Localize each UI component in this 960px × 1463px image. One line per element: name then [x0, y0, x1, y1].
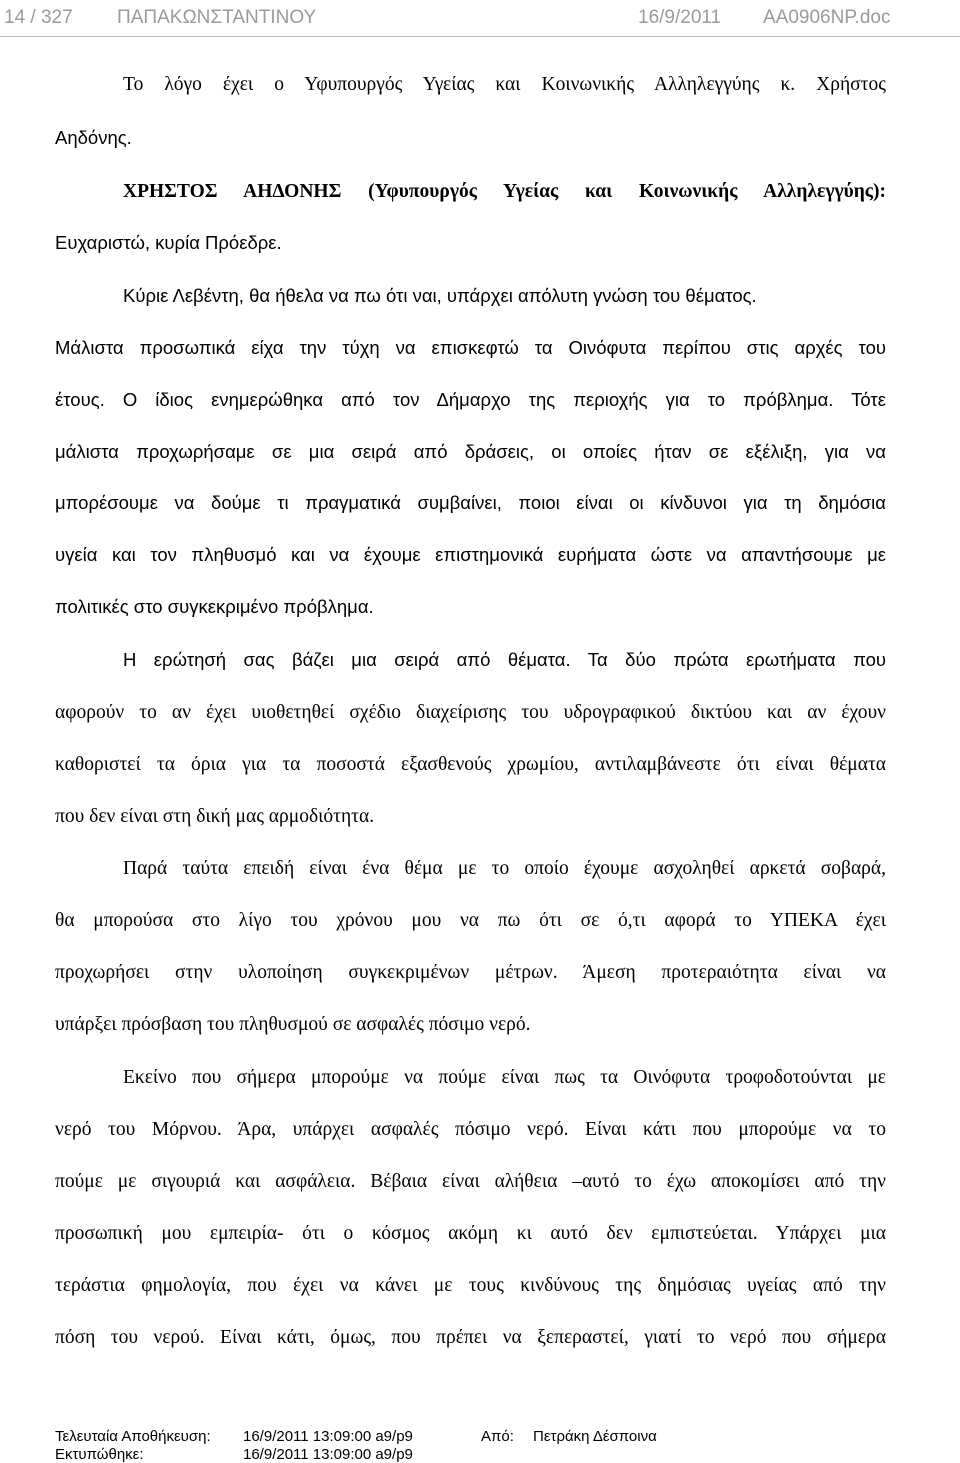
text-line: Μάλιστα προσωπικά είχα την τύχη να επισκεφτώ τα Οινόφυτα περίπου στις αρχές του — [55, 337, 886, 358]
text-line: που δεν είναι στη δική μας αρμοδιότητα. — [55, 806, 375, 827]
text-line: Παρά ταύτα επειδή είναι ένα θέμα με το οποίο έχουμε ασχοληθεί αρκετά σοβαρά, — [123, 858, 886, 879]
text-line: πόση του νερού. Είναι κάτι, όμως, που πρέπει να ξεπεραστεί, γιατί το νερό που σήμερα — [55, 1327, 886, 1348]
header-divider — [0, 36, 960, 37]
saved-label: Τελευταία Αποθήκευση: — [55, 1428, 211, 1445]
text-line: μάλιστα προχωρήσαμε σε μια σειρά από δράσεις, οι οποίες ήταν σε εξέλιξη, για να — [55, 441, 886, 462]
text-line: μπορέσουμε να δούμε τι πραγματικά συμβαίνει, ποιοι είναι οι κίνδυνοι για τη δημόσια — [55, 492, 886, 513]
text-line: πούμε με σιγουριά και ασφάλεια. Βέβαια είναι αλήθεια –αυτό το έχω αποκομίσει από την — [55, 1171, 886, 1192]
text-line: πολιτικές στο συγκεκριμένο πρόβλημα. — [55, 596, 374, 617]
text-line: νερό του Μόρνου. Άρα, υπάρχει ασφαλές πόσιμο νερό. Είναι κάτι που μπορούμε να το — [55, 1119, 886, 1140]
text-line: υπάρξει πρόσβαση του πληθυσμού σε ασφαλές πόσιμο νερό. — [55, 1014, 531, 1035]
text-line: Αηδόνης. — [55, 127, 132, 148]
from-value: Πετράκη Δέσποινα — [533, 1428, 657, 1445]
text-line: τεράστια φημολογία, που έχει να κάνει με τους κινδύνους της δημόσιας υγείας από την — [55, 1275, 886, 1296]
text-line: Η ερώτησή σας βάζει μια σειρά από θέματα. Τα δύο πρώτα ερωτήματα που — [123, 649, 886, 670]
text-line: Ευχαριστώ, κυρία Πρόεδρε. — [55, 232, 282, 253]
text-line: έτους. Ο ίδιος ενημερώθηκα από τον Δήμαρχο της περιοχής για το πρόβλημα. Τότε — [55, 389, 886, 410]
printed-label: Εκτυπώθηκε: — [55, 1446, 144, 1463]
text-line: προσωπική μου εμπειρία- ότι ο κόσμος ακόμη κι αυτό δεν εμπιστεύεται. Υπάρχει μια — [55, 1223, 886, 1244]
page-indicator: 14 / 327 — [4, 7, 73, 28]
header-filename: AA0906NP.doc — [763, 7, 891, 28]
text-line: προχωρήσει στην υλοποίηση συγκεκριμένων μέτρων. Άμεση προτεραιότητα είναι να — [55, 962, 886, 983]
text-line: Εκείνο που σήμερα μπορούμε να πούμε είναι πως τα Οινόφυτα τροφοδοτούνται με — [123, 1067, 886, 1088]
header-date: 16/9/2011 — [638, 7, 722, 28]
saved-value: 16/9/2011 13:09:00 a9/p9 — [243, 1428, 413, 1445]
speaker-name: ΧΡΗΣΤΟΣ ΑΗΔΟΝΗΣ (Υφυπουργός Υγείας και Κοινωνικής Αλληλεγγύης): — [123, 181, 886, 202]
text-line: αφορούν το αν έχει υιοθετηθεί σχέδιο διαχείρισης του υδρογραφικού δικτύου και αν έχουν — [55, 702, 886, 723]
printed-value: 16/9/2011 13:09:00 a9/p9 — [243, 1446, 413, 1463]
text-line: Κύριε Λεβέντη, θα ήθελα να πω ότι ναι, υπάρχει απόλυτη γνώση του θέματος. — [123, 285, 757, 306]
header-author: ΠΑΠΑΚΩΝΣΤΑΝΤΙΝΟΥ — [117, 7, 317, 28]
from-label: Από: — [481, 1428, 514, 1445]
text-line: υγεία και τον πληθυσμό και να έχουμε επιστημονικά ευρήματα ώστε να απαντήσουμε με — [55, 544, 886, 565]
text-line: θα μπορούσα στο λίγο του χρόνου μου να πω ότι σε ό,τι αφορά το ΥΠΕΚΑ έχει — [55, 910, 886, 931]
text-line: Το λόγο έχει ο Υφυπουργός Υγείας και Κοινωνικής Αλληλεγγύης κ. Χρήστος — [123, 74, 886, 95]
text-line: καθοριστεί τα όρια για τα ποσοστά εξασθενούς χρωμίου, αντιλαμβάνεστε ότι είναι θέματα — [55, 754, 886, 775]
document-header — [0, 0, 960, 40]
